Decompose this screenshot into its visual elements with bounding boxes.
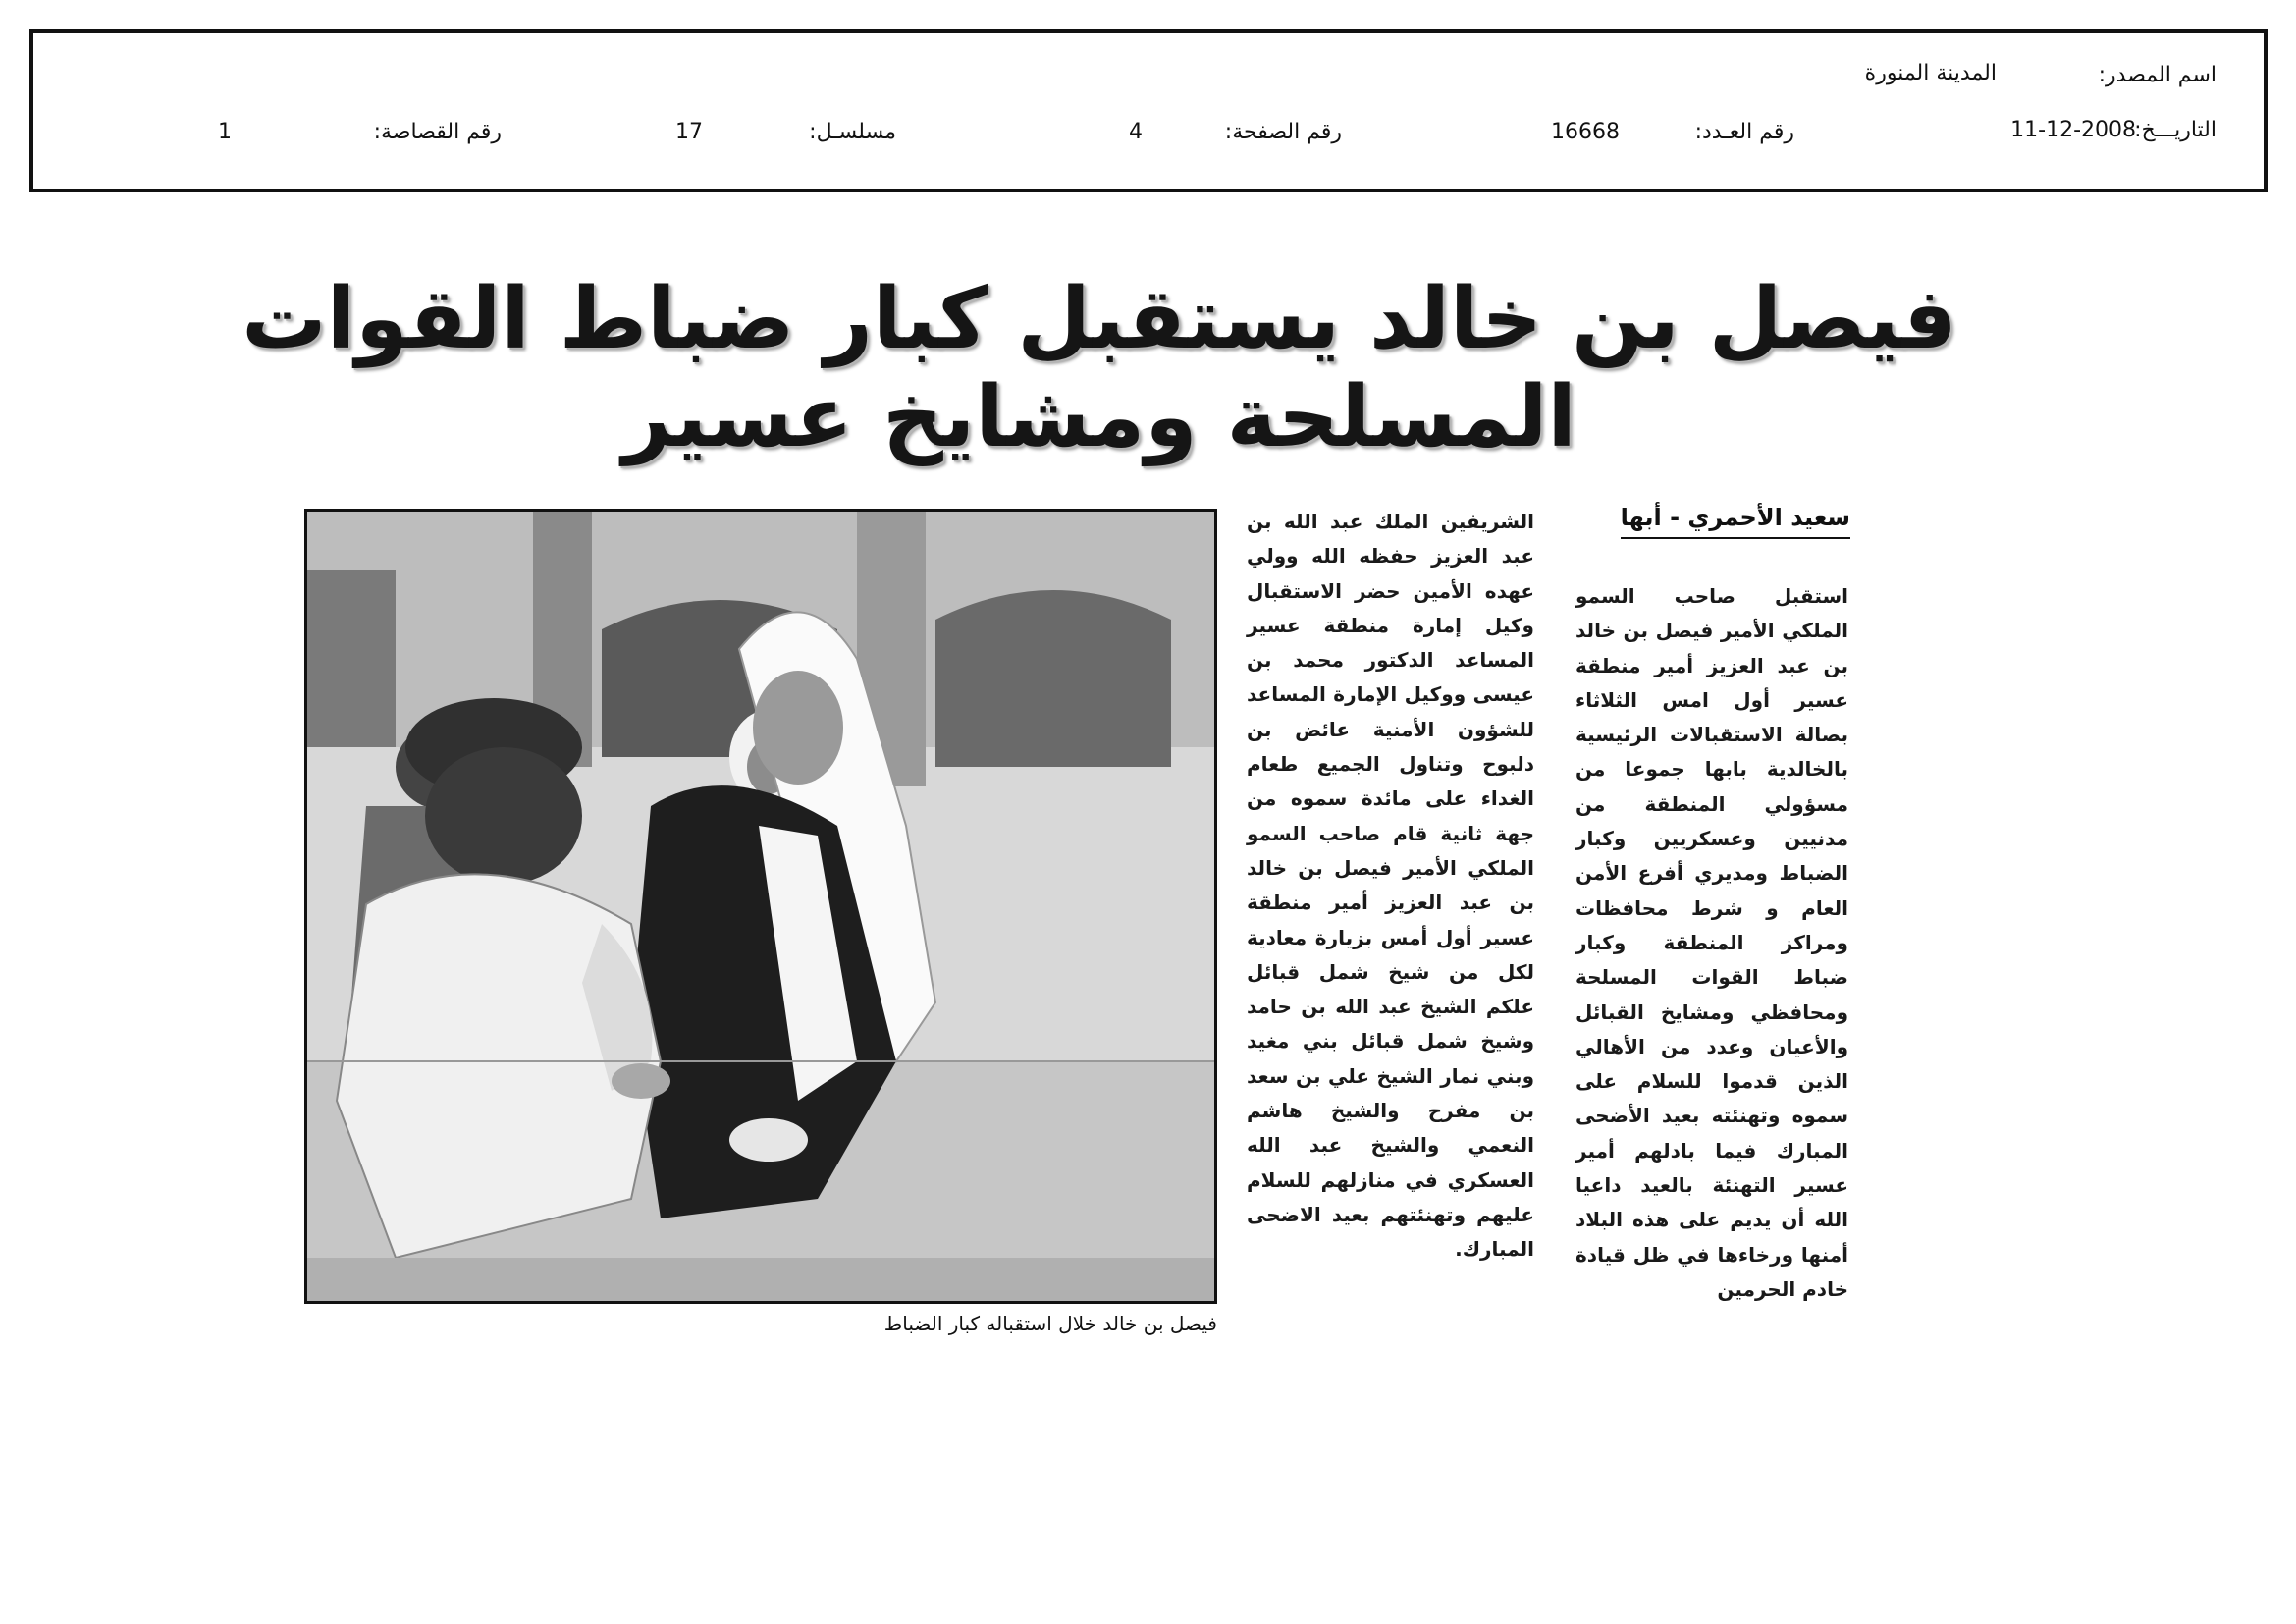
page-value: 4 bbox=[1129, 120, 1143, 144]
article-column-left: الشريفين الملك عبد الله بن عبد العزيز حفظه الله وولي عهده الأمين حضر الاستقبال وكيل إمارة منطقة عسير المساعد الدكتور محمد بن عيسى ووكيل الإمارة المساعد للشؤون الأمنية عائض بن دلبوح وتناول الجميع طعام الغداء على مائدة سموه من جهة ثانية قام صاحب السمو الملكي الأمير فيصل بن خالد بن عبد العزيز أمير منطقة عسير أول أمس بزيارة معادية لكل من شيخ شمل قبائل علكم الشيخ عبد الله بن حامد وشيخ شمل قبائل بني مغيد وبني نمار الشيخ علي بن سعد بن مفرح والشيخ هاشم النعمي والشيخ عبد الله العسكري في منازلهم للسلام عليهم وتهنئتهم بعيد الاضحى المبارك. bbox=[1247, 510, 1534, 1262]
source-label: اسم المصدر: bbox=[2098, 63, 2216, 87]
clip-value: 1 bbox=[218, 120, 232, 144]
issue-label: رقم العـدد: bbox=[1694, 120, 1794, 144]
date-label: التاريـــخ: bbox=[2134, 118, 2216, 142]
page-label: رقم الصفحة: bbox=[1224, 120, 1342, 144]
clip-label: رقم القصاصة: bbox=[373, 120, 502, 144]
photo-caption: فيصل بن خالد خلال استقباله كبار الضباط bbox=[883, 1312, 1217, 1335]
clipping-header-box bbox=[29, 29, 2268, 192]
date-value: 11-12-2008 bbox=[2010, 118, 2136, 142]
serial-value: 17 bbox=[675, 120, 703, 144]
article-headline: فيصل بن خالد يستقبل كبار ضباط القوات المسلحة ومشايخ عسير bbox=[241, 270, 1957, 466]
article-byline: سعيد الأحمري - أبها bbox=[1621, 504, 1850, 539]
article-column-right: استقبل صاحب السمو الملكي الأمير فيصل بن خالد بن عبد العزيز أمير منطقة عسير أول امس الثلاثاء بصالة الاستقبالات الرئيسية بالخالدية بابها جموعا من مسؤولي المنطقة من مدنيين وعسكريين وكبار الضباط ومديري أفرع الأمن العام و شرط محافظات ومراكز المنطقة وكبار ضباط القوات المسلحة ومحافظي ومشايخ القبائل والأعيان وعدد من الأهالي الذين قدموا للسلام على سموه وتهنئته بعيد الأضحى المبارك فيما بادلهم أمير عسير التهنئة بالعيد داعيا الله أن يديم على هذه البلاد أمنها ورخاءها في ظل قيادة خادم الحرمين bbox=[1575, 584, 1848, 1301]
serial-label: مسلسـل: bbox=[809, 120, 896, 144]
source-value: المدينة المنورة bbox=[1864, 61, 1997, 85]
photo-illustration bbox=[307, 512, 1214, 1301]
issue-value: 16668 bbox=[1551, 120, 1620, 144]
article-photo bbox=[304, 509, 1217, 1304]
